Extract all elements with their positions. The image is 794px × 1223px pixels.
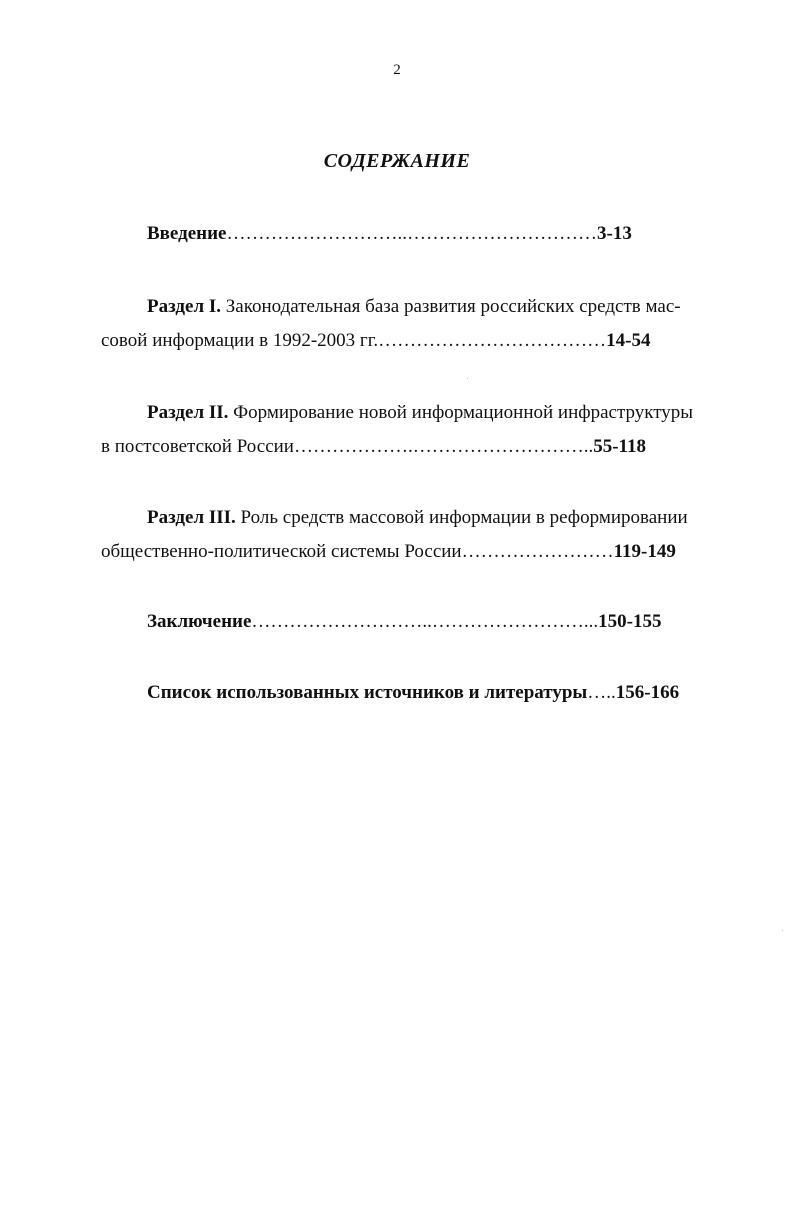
toc-section3-prefix: Раздел III. (147, 507, 236, 528)
toc-section1-text2: совой информации в 1992-2003 гг. (101, 330, 379, 351)
toc-section2-text2: в постсоветской России (101, 436, 294, 457)
toc-sources-dots: ….. (587, 682, 616, 703)
toc-entry-conclusion (147, 610, 662, 634)
toc-conclusion-pages: 150-155 (598, 611, 662, 632)
page-number: 2 (393, 62, 401, 78)
toc-section2-dots: ……………….……………………….. (293, 436, 594, 457)
toc-entry-section1-line1 (147, 295, 681, 319)
toc-conclusion-label: Заключение (147, 611, 252, 632)
toc-intro-label: Введение (147, 223, 227, 244)
toc-section2-pages: 55-118 (593, 436, 647, 457)
toc-entry-section1-line2 (101, 329, 650, 353)
toc-conclusion-dots: ………………………..……………………... (251, 611, 599, 632)
scan-speck (782, 930, 783, 931)
toc-section2-text1: Формирование новой информационной инфраструктуры (228, 402, 694, 423)
toc-entry-sources (147, 681, 679, 705)
toc-entry-section2-line1 (147, 401, 693, 425)
toc-section1-pages: 14-54 (606, 330, 651, 351)
toc-section3-text2: общественно-политической системы России (101, 541, 462, 562)
toc-entry-section3-line2 (101, 540, 676, 564)
toc-sources-pages: 156-166 (615, 682, 680, 703)
scan-speck (467, 378, 468, 379)
toc-section1-text1: Законодательная база развития российских средств мас- (221, 296, 681, 317)
page-title: СОДЕРЖАНИЕ (323, 150, 471, 172)
toc-entry-intro (147, 222, 632, 246)
toc-entry-section2-line2 (101, 435, 646, 459)
toc-intro-dots: ………………………..………………………… (226, 223, 597, 244)
toc-section3-text1: Роль средств массовой информации в реформировании (235, 507, 688, 528)
toc-intro-pages: 3-13 (597, 223, 632, 244)
toc-section2-prefix: Раздел II. (147, 402, 229, 423)
toc-sources-label: Список использованных источников и литературы (147, 682, 588, 703)
toc-entry-section3-line1 (147, 506, 688, 530)
toc-section3-dots: …………………… (461, 541, 614, 562)
toc-section1-prefix: Раздел I. (147, 296, 221, 317)
toc-section1-dots: ……………………………… (378, 330, 607, 351)
toc-section3-pages: 119-149 (613, 541, 676, 562)
